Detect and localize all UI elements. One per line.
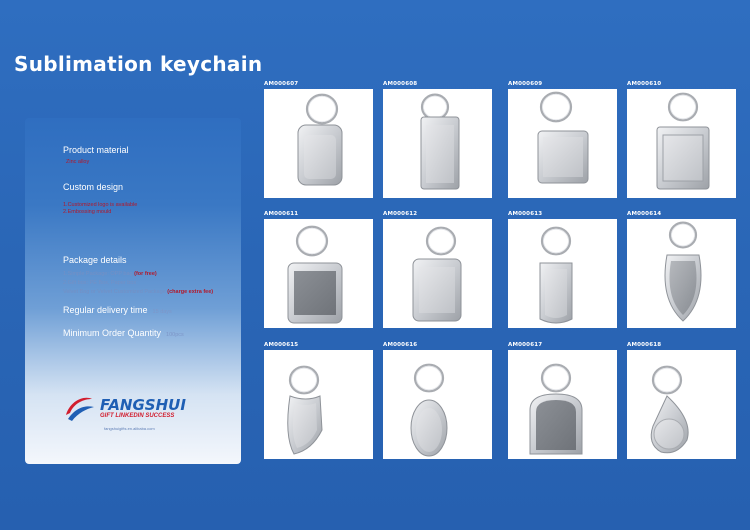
page-title: Sublimation keychain — [14, 52, 263, 76]
product-code: AM000616 — [383, 342, 418, 348]
package-line: Velvet Bag or Velvet Customized Package (charge extra fee) — [63, 289, 214, 295]
keychain-image — [264, 89, 373, 198]
delivery-value: 15 days — [152, 309, 172, 315]
logo-swoosh-icon — [62, 393, 96, 423]
product-code: AM000611 — [264, 211, 299, 217]
moq-value: 100pcs — [166, 332, 184, 338]
product-card — [508, 350, 617, 459]
keychain-image — [627, 350, 736, 459]
product-material-value: Zinc alloy — [66, 159, 90, 165]
company-logo — [62, 393, 186, 423]
product-card — [627, 89, 736, 198]
package-line: 1.Simple Package: OPP bag (for free) — [63, 271, 157, 277]
delivery-label: Regular delivery time — [63, 305, 148, 315]
logo-tagline: GIFT LINKEDIN SUCCESS — [100, 412, 175, 419]
moq-row — [63, 328, 184, 338]
product-card — [264, 89, 373, 198]
product-card — [627, 219, 736, 328]
custom-design-label: Custom design — [63, 182, 124, 192]
keychain-image — [627, 219, 736, 328]
keychain-image — [264, 219, 373, 328]
product-card — [383, 89, 492, 198]
product-card — [383, 219, 492, 328]
logo-name: FANGSHUI — [100, 395, 186, 414]
product-code: AM000618 — [627, 342, 662, 348]
product-code: AM000617 — [508, 342, 543, 348]
keychain-image — [264, 350, 373, 459]
product-code: AM000610 — [627, 81, 662, 87]
package-details-label: Package details — [63, 255, 127, 265]
product-code: AM000613 — [508, 211, 543, 217]
product-code: AM000614 — [627, 211, 662, 217]
product-card — [508, 89, 617, 198]
keychain-image — [508, 350, 617, 459]
product-code: AM000607 — [264, 81, 299, 87]
package-line: 2.Gift box: PE Box, Paper box — [63, 280, 137, 286]
custom-design-line: 1.Customized logo is available — [63, 202, 138, 208]
logo-small-text: fangshuigifts.en.alibaba.com — [104, 426, 155, 431]
product-card — [383, 350, 492, 459]
product-code: AM000615 — [264, 342, 299, 348]
product-code: AM000608 — [383, 81, 418, 87]
product-code: AM000612 — [383, 211, 418, 217]
keychain-image — [508, 219, 617, 328]
product-card — [508, 219, 617, 328]
delivery-row — [63, 305, 172, 315]
product-card — [627, 350, 736, 459]
keychain-image — [383, 89, 492, 198]
product-card — [264, 219, 373, 328]
product-material-label: Product material — [63, 145, 129, 155]
moq-label: Minimum Order Quantity — [63, 328, 162, 338]
keychain-image — [383, 219, 492, 328]
product-code: AM000609 — [508, 81, 543, 87]
keychain-image — [383, 350, 492, 459]
keychain-image — [627, 89, 736, 198]
keychain-image — [508, 89, 617, 198]
custom-design-line: 2.Embossing mould — [63, 209, 112, 215]
product-card — [264, 350, 373, 459]
